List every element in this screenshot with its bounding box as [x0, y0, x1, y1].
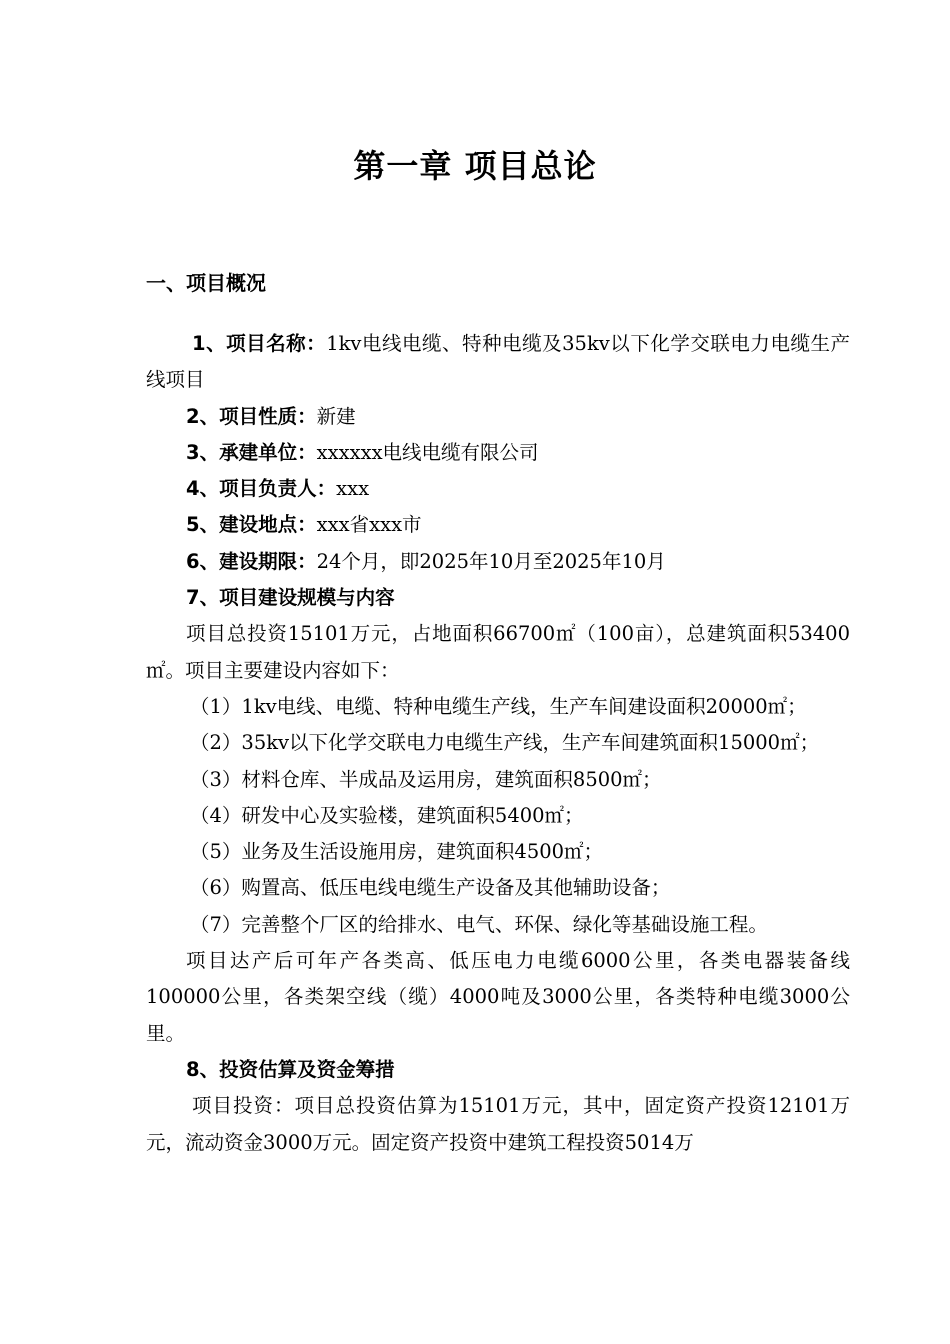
- item-contractor: [146, 435, 850, 471]
- item-project-nature: [146, 399, 850, 435]
- output-paragraph: 项目达产后可年产各类高、低压电力电缆6000公里，各类电器装备线100000公里，各类架空线（缆）4000吨及3000公里，各类特种电缆3000公里。: [146, 949, 850, 1045]
- scale-list-item: （2）35kv以下化学交联电力电缆生产线，生产车间建筑面积15000㎡；: [190, 731, 820, 755]
- item-value: 24个月，即2025年10月至2025年10月: [316, 549, 666, 573]
- item-project-name: [146, 326, 850, 399]
- item-value: xxx省xxx市: [316, 513, 422, 537]
- scale-list-item: （6）购置高、低压电线电缆生产设备及其他辅助设备；: [190, 876, 671, 900]
- item-scale-heading: [146, 580, 850, 616]
- investment-paragraph: 项目投资：项目总投资估算为15101万元，其中，固定资产投资12101万元，流动资金3000万元。固定资产投资中建筑工程投资5014万: [146, 1094, 850, 1154]
- item-project-lead: [146, 471, 850, 507]
- item-duration: [146, 544, 850, 580]
- scale-list-item: （3）材料仓库、半成品及运用房，建筑面积8500㎡；: [190, 767, 662, 791]
- scale-paragraph: 项目总投资15101万元，占地面积66700㎡（100亩），总建筑面积53400㎡。项目主要建设内容如下：: [146, 622, 850, 682]
- investment-heading: 8、投资估算及资金筹措: [186, 1057, 395, 1081]
- scale-list-item: （7）完善整个厂区的给排水、电气、环保、绿化等基础设施工程。: [190, 912, 768, 936]
- item-label: 6、建设期限：: [186, 549, 317, 573]
- item-label: 2、项目性质：: [186, 404, 317, 428]
- item-label: 1、项目名称：: [192, 332, 327, 355]
- item-label: 7、项目建设规模与内容: [186, 586, 395, 610]
- document-body: [146, 326, 850, 1161]
- item-label: 5、建设地点：: [186, 513, 317, 537]
- section-heading: 一、项目概况: [146, 271, 266, 295]
- item-value: 新建: [316, 404, 356, 428]
- item-label: 4、项目负责人：: [186, 477, 337, 501]
- item-value: 1kv电线电缆、特种电缆及35kv以下化学交联电力电缆生产线项目: [146, 332, 850, 392]
- chapter-title: 第一章 项目总论: [353, 147, 597, 185]
- item-value: xxxxxx电线电缆有限公司: [316, 440, 539, 464]
- scale-list-item: （5）业务及生活设施用房，建筑面积4500㎡；: [190, 840, 604, 864]
- item-label: 3、承建单位：: [186, 440, 317, 464]
- scale-list-item: （4）研发中心及实验楼，建筑面积5400㎡；: [190, 803, 584, 827]
- item-value: xxx: [336, 477, 370, 501]
- item-location: [146, 507, 850, 543]
- scale-list-item: （1）1kv电线、电缆、特种电缆生产线，生产车间建设面积20000㎡；: [190, 694, 807, 718]
